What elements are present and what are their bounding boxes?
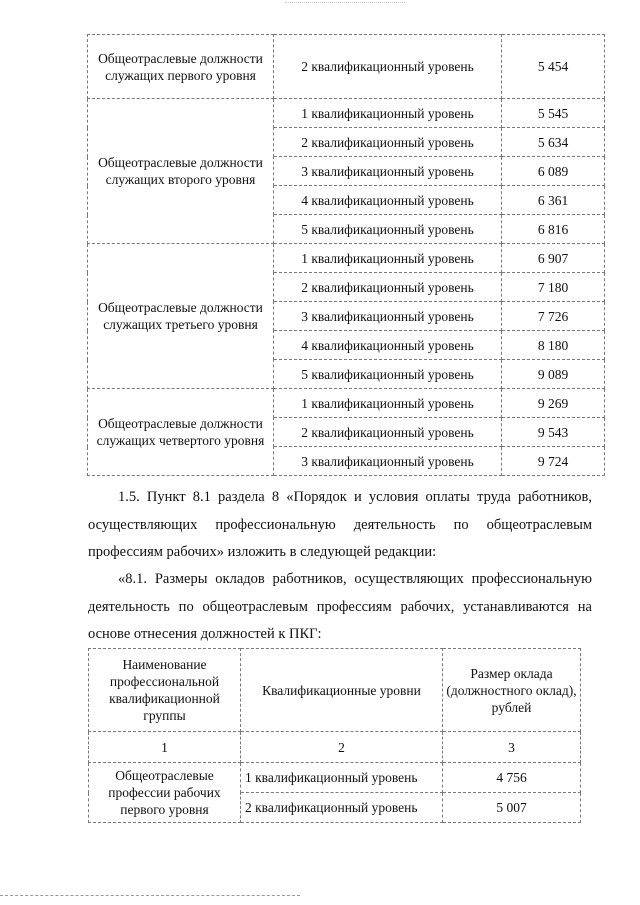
salary-cell: 6 089 <box>502 157 605 186</box>
salary-table-employees <box>87 34 605 476</box>
table-row <box>88 99 605 128</box>
level-cell: 5 квалификационный уровень <box>274 215 502 244</box>
level-cell: 2 квалификационный уровень <box>274 35 502 99</box>
level-cell: 5 квалификационный уровень <box>274 360 502 389</box>
salary-cell: 5 007 <box>443 793 581 823</box>
level-cell: 1 квалификационный уровень <box>274 389 502 418</box>
salary-cell: 5 454 <box>502 35 605 99</box>
salary-cell: 5 545 <box>502 99 605 128</box>
group-name-cell: Общеотраслевые профессии рабочих первого уровня <box>89 763 241 823</box>
group-name-cell: Общеотраслевые должности служащих четвертого уровня <box>88 389 274 476</box>
column-numbers-row <box>89 732 581 763</box>
paragraph-1-5: 1.5. Пункт 8.1 раздела 8 «Порядок и условия оплаты труда работников, осуществляющих профессиональную деятельность по общеотраслевым профессиям рабочих» изложить в следующей редакции: <box>88 489 592 560</box>
header-salary: Размер оклада (должностного оклад), рублей <box>443 649 581 732</box>
paragraph-8-1: «8.1. Размеры окладов работников, осуществляющих профессиональную деятельность по общеотраслевым профессиям рабочих, устанавливаются на основе отнесения должностей к ПКГ: <box>88 571 592 642</box>
level-cell: 3 квалификационный уровень <box>274 302 502 331</box>
salary-cell: 9 269 <box>502 389 605 418</box>
table-header-row <box>89 649 581 732</box>
column-number: 3 <box>443 732 581 763</box>
scan-artifact-top <box>285 2 405 3</box>
level-cell: 2 квалификационный уровень <box>274 273 502 302</box>
level-cell: 4 квалификационный уровень <box>274 331 502 360</box>
salary-table-workers <box>88 648 581 823</box>
salary-cell: 9 543 <box>502 418 605 447</box>
level-cell: 3 квалификационный уровень <box>274 157 502 186</box>
level-cell: 1 квалификационный уровень <box>274 244 502 273</box>
salary-cell: 4 756 <box>443 763 581 793</box>
salary-cell: 8 180 <box>502 331 605 360</box>
level-cell: 1 квалификационный уровень <box>274 99 502 128</box>
salary-cell: 6 361 <box>502 186 605 215</box>
group-name-cell: Общеотраслевые должности служащих третьего уровня <box>88 244 274 389</box>
salary-cell: 5 634 <box>502 128 605 157</box>
column-number: 1 <box>89 732 241 763</box>
group-name-cell: Общеотраслевые должности служащих первого уровня <box>88 35 274 99</box>
scan-artifact-bottom <box>0 895 300 896</box>
salary-cell: 7 180 <box>502 273 605 302</box>
level-cell: 2 квалификационный уровень <box>274 418 502 447</box>
salary-cell: 6 907 <box>502 244 605 273</box>
salary-cell: 7 726 <box>502 302 605 331</box>
level-cell: 2 квалификационный уровень <box>241 793 443 823</box>
column-number: 2 <box>241 732 443 763</box>
table-row <box>88 244 605 273</box>
table-row <box>88 389 605 418</box>
level-cell: 3 квалификационный уровень <box>274 447 502 476</box>
level-cell: 1 квалификационный уровень <box>241 763 443 793</box>
level-cell: 2 квалификационный уровень <box>274 128 502 157</box>
salary-cell: 9 724 <box>502 447 605 476</box>
level-cell: 4 квалификационный уровень <box>274 186 502 215</box>
table-row <box>88 35 605 99</box>
header-group-name: Наименование профессиональной квалификационной группы <box>89 649 241 732</box>
table-row <box>89 763 581 793</box>
salary-cell: 9 089 <box>502 360 605 389</box>
salary-cell: 6 816 <box>502 215 605 244</box>
group-name-cell: Общеотраслевые должности служащих второго уровня <box>88 99 274 244</box>
header-levels: Квалификационные уровни <box>241 649 443 732</box>
